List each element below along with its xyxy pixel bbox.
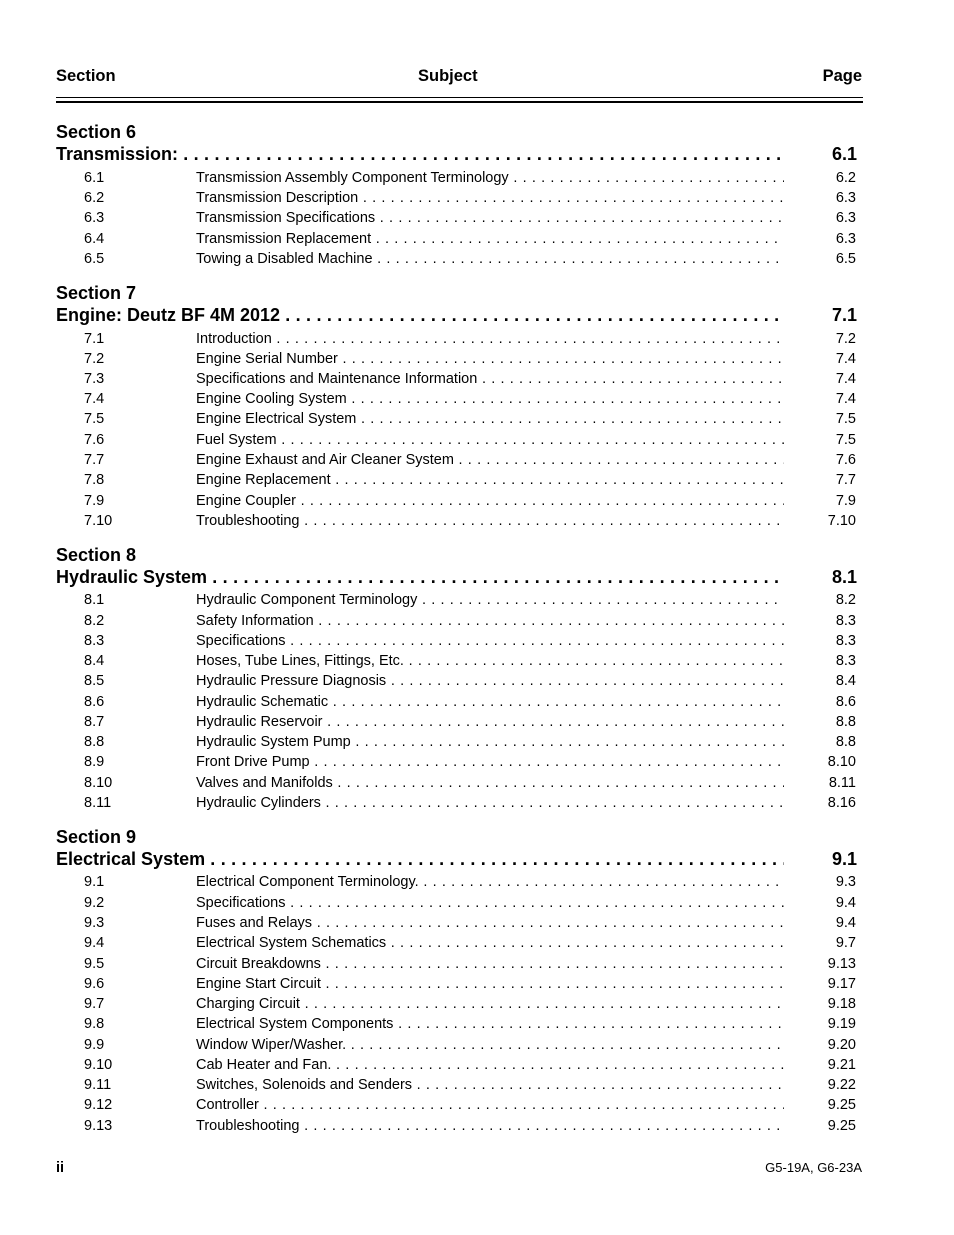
entry-number: 7.2 <box>84 351 105 367</box>
header-rule-thin <box>56 97 863 98</box>
entry-number: 7.6 <box>84 432 105 448</box>
entry-number: 7.7 <box>84 452 105 468</box>
toc-entry-9-7[interactable] <box>0 994 954 1014</box>
toc-page: 6.3 <box>835 231 856 247</box>
toc-page: 9.17 <box>827 976 856 992</box>
toc-leader: Hydraulic Cylinders . . . <box>196 793 784 813</box>
toc-leader: Window Wiper/Washer. . . . <box>196 1035 784 1055</box>
toc-page: 9.4 <box>835 895 856 911</box>
section-9-main-entry[interactable] <box>0 848 954 870</box>
toc-leader: Troubleshooting . . . <box>196 1116 784 1136</box>
toc-page: 9.22 <box>827 1077 856 1093</box>
toc-leader: Specifications . . . <box>196 631 784 651</box>
toc-entry-7-4[interactable] <box>0 389 954 409</box>
toc-leader: Engine Start Circuit . . . <box>196 974 784 994</box>
toc-page: 7.2 <box>835 331 856 347</box>
toc-entry-7-2[interactable] <box>0 349 954 369</box>
entry-number: 8.5 <box>84 673 105 689</box>
entry-number: 6.3 <box>84 210 105 226</box>
entry-number: 9.11 <box>84 1077 112 1093</box>
toc-page: 8.3 <box>835 653 856 669</box>
entry-number: 8.8 <box>84 734 105 750</box>
toc-page: 6.2 <box>835 170 856 186</box>
entry-number: 9.8 <box>84 1016 105 1032</box>
entry-number: 6.5 <box>84 251 105 267</box>
toc-entry-9-11[interactable] <box>0 1075 954 1095</box>
toc-page: 8.16 <box>827 795 856 811</box>
column-header-section: Section <box>56 67 116 85</box>
toc-leader: Transmission: . . . <box>56 143 784 165</box>
toc-leader: Engine Exhaust and Air Cleaner System . . . <box>196 450 784 470</box>
toc-leader: Engine: Deutz BF 4M 2012 . . . <box>56 304 784 326</box>
toc-entry-8-9[interactable] <box>0 752 954 772</box>
toc-leader: Transmission Specifications . . . <box>196 208 784 228</box>
entry-number: 8.9 <box>84 754 105 770</box>
toc-leader: Controller . . . <box>196 1095 784 1115</box>
section-8-heading: Section 8 <box>56 545 137 565</box>
section-6-heading: Section 6 <box>56 122 137 142</box>
toc-leader: Electrical System . . . <box>56 848 784 870</box>
entry-number: 7.4 <box>84 391 105 407</box>
toc-leader: Engine Cooling System . . . <box>196 389 784 409</box>
toc-entry-8-7[interactable] <box>0 712 954 732</box>
toc-entry-7-6[interactable] <box>0 430 954 450</box>
toc-page: 9.4 <box>835 915 856 931</box>
toc-entry-6-1[interactable] <box>0 168 954 188</box>
toc-leader: Fuel System . . . <box>196 430 784 450</box>
toc-leader: Transmission Replacement . . . <box>196 229 784 249</box>
section-7-heading: Section 7 <box>56 283 137 303</box>
toc-entry-9-9[interactable] <box>0 1035 954 1055</box>
entry-number: 8.6 <box>84 694 105 710</box>
toc-entry-8-4[interactable] <box>0 651 954 671</box>
toc-page: 9.19 <box>827 1016 856 1032</box>
toc-page: 9.13 <box>827 956 856 972</box>
toc-leader: Transmission Assembly Component Terminology . . . <box>196 168 784 188</box>
toc-entry-8-6[interactable] <box>0 692 954 712</box>
toc-page: 6.5 <box>835 251 856 267</box>
toc-leader: Troubleshooting . . . <box>196 511 784 531</box>
toc-entry-7-8[interactable] <box>0 470 954 490</box>
toc-leader: Hydraulic System Pump . . . <box>196 732 784 752</box>
toc-leader: Electrical System Schematics . . . <box>196 933 784 953</box>
header-rule-thick <box>56 101 863 103</box>
toc-leader: Valves and Manifolds . . . <box>196 773 784 793</box>
toc-entry-8-11[interactable] <box>0 793 954 813</box>
toc-page: 8.3 <box>835 633 856 649</box>
toc-leader: Hydraulic Pressure Diagnosis . . . <box>196 671 784 691</box>
toc-page: 7.7 <box>835 472 856 488</box>
toc-entry-8-10[interactable] <box>0 773 954 793</box>
entry-number: 9.5 <box>84 956 105 972</box>
toc-page: 8.4 <box>835 673 856 689</box>
section-7-main-entry[interactable] <box>0 304 954 326</box>
toc-page: 9.3 <box>835 874 856 890</box>
toc-page: 6.3 <box>835 210 856 226</box>
toc-page: 8.8 <box>835 734 856 750</box>
toc-page: 9.25 <box>827 1097 856 1113</box>
toc-leader: Cab Heater and Fan. . . . <box>196 1055 784 1075</box>
entry-number: 9.12 <box>84 1097 113 1113</box>
entry-number: 9.6 <box>84 976 105 992</box>
toc-entry-7-3[interactable] <box>0 369 954 389</box>
toc-leader: Specifications . . . <box>196 893 784 913</box>
toc-page: 9.1 <box>831 849 857 869</box>
toc-page: 9.25 <box>827 1118 856 1134</box>
toc-leader: Hydraulic Reservoir . . . <box>196 712 784 732</box>
toc-entry-7-5[interactable] <box>0 409 954 429</box>
toc-entry-9-3[interactable] <box>0 913 954 933</box>
toc-leader: Engine Serial Number . . . <box>196 349 784 369</box>
toc-leader: Circuit Breakdowns . . . <box>196 954 784 974</box>
column-header-page: Page <box>822 67 862 85</box>
entry-number: 9.4 <box>84 935 105 951</box>
toc-page: 9.18 <box>827 996 856 1012</box>
toc-leader: Introduction . . . <box>196 329 784 349</box>
entry-number: 7.3 <box>84 371 105 387</box>
section-8-main-entry[interactable] <box>0 566 954 588</box>
toc-page: 8.2 <box>835 592 856 608</box>
toc-page: 7.9 <box>835 493 856 509</box>
toc-page: 8.1 <box>831 567 857 587</box>
footer-model: G5-19A, G6-23A <box>765 1160 862 1175</box>
toc-page: 7.6 <box>835 452 856 468</box>
toc-leader: Electrical Component Terminology. . . . <box>196 872 784 892</box>
toc-leader: Specifications and Maintenance Information . . . <box>196 369 784 389</box>
toc-entry-7-7[interactable] <box>0 450 954 470</box>
toc-entry-7-1[interactable] <box>0 329 954 349</box>
toc-leader: Electrical System Components . . . <box>196 1014 784 1034</box>
toc-page: 8.6 <box>835 694 856 710</box>
column-header-subject: Subject <box>418 67 478 85</box>
toc-page: 7.4 <box>835 391 856 407</box>
toc-leader: Engine Coupler . . . <box>196 491 784 511</box>
toc-entry-9-2[interactable] <box>0 893 954 913</box>
toc-leader: Hydraulic Schematic . . . <box>196 692 784 712</box>
entry-number: 9.1 <box>84 874 105 890</box>
toc-leader: Front Drive Pump . . . <box>196 752 784 772</box>
toc-entry-8-8[interactable] <box>0 732 954 752</box>
toc-page: 7.5 <box>835 411 856 427</box>
toc-entry-9-5[interactable] <box>0 954 954 974</box>
entry-number: 9.10 <box>84 1057 113 1073</box>
toc-entry-9-1[interactable] <box>0 872 954 892</box>
toc-entry-6-3[interactable] <box>0 208 954 228</box>
toc-entry-8-2[interactable] <box>0 611 954 631</box>
toc-entry-8-3[interactable] <box>0 631 954 651</box>
toc-leader: Transmission Description . . . <box>196 188 784 208</box>
toc-leader: Fuses and Relays . . . <box>196 913 784 933</box>
toc-page: 8.11 <box>828 775 856 791</box>
toc-page: 6.1 <box>831 144 857 164</box>
entry-number: 7.5 <box>84 411 105 427</box>
section-6-main-entry[interactable] <box>0 143 954 165</box>
entry-number: 8.3 <box>84 633 105 649</box>
toc-entry-9-12[interactable] <box>0 1095 954 1115</box>
toc-page: 9.20 <box>827 1037 856 1053</box>
toc-page: 8.10 <box>827 754 856 770</box>
entry-number: 7.9 <box>84 493 105 509</box>
toc-entry-9-10[interactable] <box>0 1055 954 1075</box>
toc-page: 7.4 <box>835 351 856 367</box>
entry-number: 8.10 <box>84 775 113 791</box>
entry-number: 9.9 <box>84 1037 105 1053</box>
entry-number: 8.2 <box>84 613 105 629</box>
section-9-heading: Section 9 <box>56 827 137 847</box>
toc-leader: Engine Replacement . . . <box>196 470 784 490</box>
toc-entry-6-5[interactable] <box>0 249 954 269</box>
entry-number: 9.2 <box>84 895 105 911</box>
toc-page: 7.4 <box>835 371 856 387</box>
toc-entry-8-5[interactable] <box>0 671 954 691</box>
entry-number: 8.1 <box>84 592 105 608</box>
entry-number: 7.10 <box>84 513 113 529</box>
toc-page: 8.8 <box>835 714 856 730</box>
entry-number: 7.1 <box>84 331 105 347</box>
entry-number: 8.4 <box>84 653 105 669</box>
toc-page: 7.10 <box>827 513 856 529</box>
entry-number: 9.3 <box>84 915 105 931</box>
toc-entry-7-9[interactable] <box>0 491 954 511</box>
toc-leader: Hydraulic Component Terminology . . . <box>196 590 784 610</box>
toc-entry-6-4[interactable] <box>0 229 954 249</box>
toc-entry-9-6[interactable] <box>0 974 954 994</box>
toc-entry-6-2[interactable] <box>0 188 954 208</box>
toc-page: 8.3 <box>835 613 856 629</box>
toc-leader: Switches, Solenoids and Senders . . . <box>196 1075 784 1095</box>
entry-number: 6.1 <box>84 170 105 186</box>
toc-page: 9.21 <box>827 1057 856 1073</box>
toc-page: 7.1 <box>831 305 857 325</box>
entry-number: 9.7 <box>84 996 105 1012</box>
toc-entry-9-8[interactable] <box>0 1014 954 1034</box>
toc-entry-9-4[interactable] <box>0 933 954 953</box>
toc-leader: Hoses, Tube Lines, Fittings, Etc. . . . <box>196 651 784 671</box>
toc-entry-8-1[interactable] <box>0 590 954 610</box>
toc-page: 9.7 <box>835 935 856 951</box>
toc-page: 7.5 <box>835 432 856 448</box>
entry-number: 9.13 <box>84 1118 113 1134</box>
footer-page-number: ii <box>56 1160 65 1176</box>
toc-entry-9-13[interactable] <box>0 1116 954 1136</box>
toc-leader: Towing a Disabled Machine . . . <box>196 249 784 269</box>
entry-number: 6.4 <box>84 231 105 247</box>
entry-number: 6.2 <box>84 190 105 206</box>
entry-number: 7.8 <box>84 472 105 488</box>
entry-number: 8.7 <box>84 714 105 730</box>
toc-leader: Engine Electrical System . . . <box>196 409 784 429</box>
toc-leader: Charging Circuit . . . <box>196 994 784 1014</box>
toc-page: 6.3 <box>835 190 856 206</box>
entry-number: 8.11 <box>84 795 112 811</box>
toc-leader: Hydraulic System . . . <box>56 566 784 588</box>
toc-leader: Safety Information . . . <box>196 611 784 631</box>
toc-entry-7-10[interactable] <box>0 511 954 531</box>
